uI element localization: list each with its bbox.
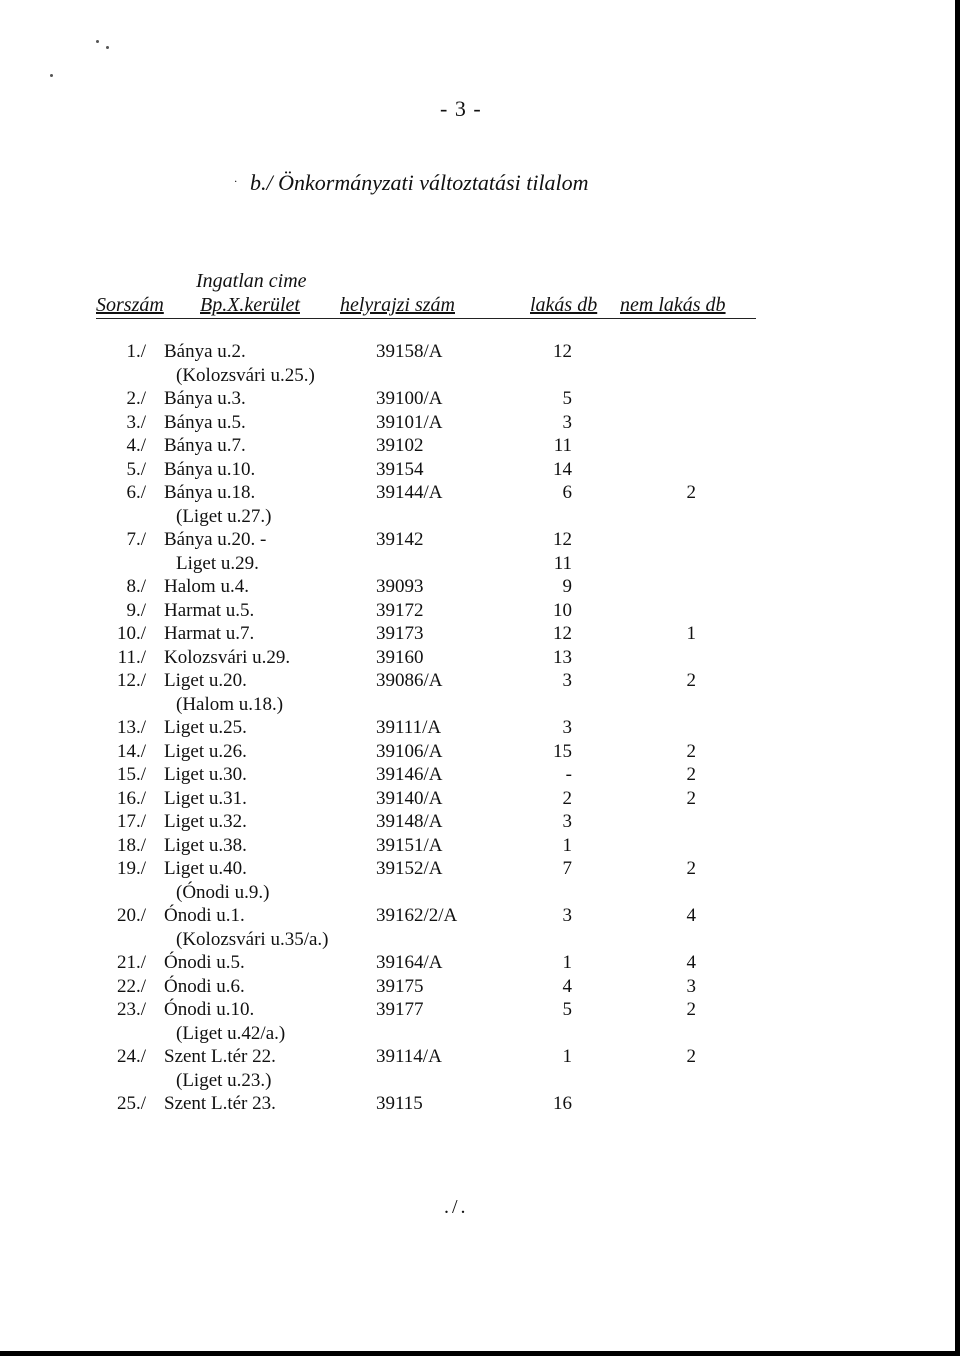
table-row	[0, 387, 960, 411]
row-address: (Liget u.23.)	[176, 1069, 272, 1091]
row-hrsz: 39101/A	[376, 411, 443, 433]
row-number: 22./	[116, 975, 146, 997]
row-lakas: 12	[553, 623, 572, 644]
row-lakas: 6	[562, 482, 572, 503]
table-row	[0, 740, 960, 764]
row-lakas: 12	[553, 341, 572, 362]
row-lakas: 3	[562, 905, 572, 926]
row-lakas: -	[565, 764, 572, 785]
row-address: (Ónodi u.9.)	[176, 881, 270, 903]
column-header-address: Bp.X.kerület	[200, 294, 300, 316]
row-address: (Liget u.42/a.)	[176, 1022, 286, 1044]
row-hrsz: 39154	[376, 458, 424, 480]
row-lakas: 1	[562, 952, 572, 973]
row-address: Harmat u.5.	[164, 599, 255, 621]
row-lakas: 15	[553, 740, 572, 762]
row-number: 9./	[126, 599, 146, 621]
row-lakas: 3	[562, 411, 572, 433]
table-row	[0, 458, 960, 482]
row-lakas: 13	[553, 646, 572, 668]
table-row	[0, 575, 960, 599]
row-address: Liget u.31.	[164, 787, 247, 809]
row-number: 21./	[116, 952, 146, 973]
row-number: 2./	[126, 388, 146, 409]
row-address: Bánya u.20. -	[164, 529, 267, 550]
row-hrsz: 39172	[376, 599, 424, 621]
row-lakas: 1	[562, 1046, 572, 1067]
row-lakas: 1	[562, 834, 572, 856]
row-nem-lakas: 4	[686, 952, 696, 973]
row-number: 15./	[116, 764, 146, 785]
column-group-label: Ingatlan cime	[196, 270, 307, 292]
row-nem-lakas: 2	[686, 670, 696, 691]
table-row	[0, 622, 960, 646]
table-row	[0, 1092, 960, 1116]
continuation-mark: ./.	[444, 1196, 469, 1218]
row-lakas: 9	[562, 576, 572, 597]
row-address: Kolozsvári u.29.	[164, 646, 291, 668]
table-row	[0, 834, 960, 858]
row-number: 14./	[116, 740, 146, 762]
table-row	[0, 881, 960, 905]
row-lakas: 2	[562, 787, 572, 809]
row-nem-lakas: 4	[686, 905, 696, 926]
column-header-nem-lakas: nem lakás db	[620, 294, 726, 316]
row-hrsz: 39115	[376, 1093, 423, 1114]
row-address: Liget u.25.	[164, 717, 247, 738]
row-lakas: 5	[562, 388, 572, 409]
table-row	[0, 904, 960, 928]
table-row	[0, 340, 960, 364]
column-header-lakas: lakás db	[530, 294, 598, 316]
row-hrsz: 39162/2/A	[376, 905, 458, 926]
row-hrsz: 39158/A	[376, 341, 443, 362]
row-nem-lakas: 2	[686, 1046, 696, 1067]
property-table	[0, 340, 960, 1116]
table-row	[0, 951, 960, 975]
row-address: Halom u.4.	[164, 576, 249, 597]
row-address: Liget u.26.	[164, 740, 247, 762]
table-row	[0, 1022, 960, 1046]
row-address: (Halom u.18.)	[176, 693, 284, 715]
row-nem-lakas: 2	[686, 858, 696, 879]
row-address: Bánya u.18.	[164, 482, 256, 503]
row-lakas: 5	[562, 999, 572, 1020]
row-hrsz: 39106/A	[376, 740, 443, 762]
page-number: - 3 -	[440, 96, 482, 121]
row-number: 3./	[126, 411, 146, 433]
row-number: 7./	[126, 529, 146, 550]
row-hrsz: 39093	[376, 576, 424, 597]
table-row	[0, 646, 960, 670]
row-hrsz: 39142	[376, 529, 424, 550]
row-address: Liget u.30.	[164, 764, 247, 785]
row-number: 4./	[126, 435, 146, 456]
row-hrsz: 39140/A	[376, 787, 443, 809]
row-lakas: 12	[553, 529, 572, 550]
row-lakas: 3	[562, 717, 572, 738]
row-nem-lakas: 2	[686, 482, 696, 503]
row-nem-lakas: 3	[686, 975, 696, 997]
row-nem-lakas: 2	[686, 999, 696, 1020]
row-address: (Liget u.27.)	[176, 505, 272, 527]
row-number: 19./	[116, 858, 146, 879]
section-heading	[234, 170, 589, 196]
row-lakas: 10	[553, 599, 572, 621]
row-nem-lakas: 2	[686, 740, 696, 762]
table-row	[0, 411, 960, 435]
table-row	[0, 481, 960, 505]
row-hrsz: 39160	[376, 646, 424, 668]
row-number: 23./	[116, 999, 146, 1020]
row-hrsz: 39151/A	[376, 834, 443, 856]
row-number: 20./	[116, 905, 146, 926]
table-row	[0, 857, 960, 881]
table-row	[0, 998, 960, 1022]
row-address: Bánya u.3.	[164, 388, 246, 409]
row-number: 18./	[116, 834, 146, 856]
row-address: Liget u.29.	[176, 552, 259, 574]
row-hrsz: 39177	[376, 999, 424, 1020]
table-row	[0, 763, 960, 787]
bullet-dot: ·	[234, 174, 237, 188]
row-hrsz: 39102	[376, 435, 424, 456]
table-row	[0, 928, 960, 952]
row-number: 6./	[126, 482, 146, 503]
table-row	[0, 1045, 960, 1069]
header-rule	[96, 318, 756, 319]
row-lakas: 3	[562, 670, 572, 691]
row-number: 13./	[116, 717, 146, 738]
row-address: Liget u.40.	[164, 858, 247, 879]
row-number: 25./	[116, 1093, 146, 1114]
table-row	[0, 1069, 960, 1093]
row-address: Bánya u.2.	[164, 341, 246, 362]
row-hrsz: 39173	[376, 623, 424, 644]
table-row	[0, 364, 960, 388]
row-address: Bánya u.10.	[164, 458, 256, 480]
row-number: 17./	[116, 811, 146, 832]
row-lakas: 7	[562, 858, 572, 879]
row-address: Ónodi u.1.	[164, 905, 245, 926]
row-hrsz: 39148/A	[376, 811, 443, 832]
row-address: Ónodi u.10.	[164, 999, 255, 1020]
row-number: 12./	[116, 670, 146, 691]
row-lakas: 14	[553, 458, 572, 480]
row-number: 24./	[116, 1046, 146, 1067]
row-hrsz: 39086/A	[376, 670, 443, 691]
row-number: 11./	[117, 646, 146, 668]
row-number: 8./	[126, 576, 146, 597]
section-heading-text: b./ Önkormányzati változtatási tilalom	[250, 170, 589, 195]
row-hrsz: 39164/A	[376, 952, 443, 973]
row-hrsz: 39111/A	[376, 717, 442, 738]
row-hrsz: 39144/A	[376, 482, 443, 503]
row-address: Liget u.38.	[164, 834, 247, 856]
row-address: Szent L.tér 23.	[164, 1093, 276, 1114]
row-address: Harmat u.7.	[164, 623, 255, 644]
row-address: Bánya u.7.	[164, 435, 246, 456]
table-row	[0, 669, 960, 693]
table-row	[0, 975, 960, 999]
row-hrsz: 39100/A	[376, 388, 443, 409]
row-nem-lakas: 1	[686, 623, 696, 644]
row-hrsz: 39114/A	[376, 1046, 442, 1067]
row-address: (Kolozsvári u.25.)	[176, 364, 315, 386]
row-hrsz: 39152/A	[376, 858, 443, 879]
table-row	[0, 434, 960, 458]
row-address: Szent L.tér 22.	[164, 1046, 276, 1067]
row-lakas: 11	[553, 435, 572, 456]
row-address: Liget u.32.	[164, 811, 247, 832]
row-lakas: 3	[562, 811, 572, 832]
row-number: 1./	[126, 341, 146, 362]
scan-speck	[96, 40, 99, 43]
row-nem-lakas: 2	[686, 764, 696, 785]
row-lakas: 11	[553, 552, 572, 574]
row-number: 5./	[126, 458, 146, 480]
row-hrsz: 39146/A	[376, 764, 443, 785]
table-row	[0, 505, 960, 529]
table-row	[0, 599, 960, 623]
column-header-hrsz: helyrajzi szám	[340, 294, 455, 316]
row-nem-lakas: 2	[686, 787, 696, 809]
row-number: 16./	[116, 787, 146, 809]
row-address: Bánya u.5.	[164, 411, 246, 433]
row-hrsz: 39175	[376, 975, 424, 997]
row-address: Liget u.20.	[164, 670, 247, 691]
table-row	[0, 528, 960, 552]
table-row	[0, 552, 960, 576]
row-number: 10./	[116, 623, 146, 644]
row-lakas: 16	[553, 1093, 572, 1114]
table-row	[0, 810, 960, 834]
row-address: Ónodi u.6.	[164, 975, 245, 997]
row-address: Ónodi u.5.	[164, 952, 245, 973]
row-address: (Kolozsvári u.35/a.)	[176, 928, 329, 950]
table-row	[0, 693, 960, 717]
scan-speck	[50, 74, 53, 77]
scan-speck	[106, 46, 109, 49]
table-row	[0, 716, 960, 740]
table-row	[0, 787, 960, 811]
row-lakas: 4	[562, 975, 572, 997]
column-header-sorszam: Sorszám	[96, 294, 164, 316]
